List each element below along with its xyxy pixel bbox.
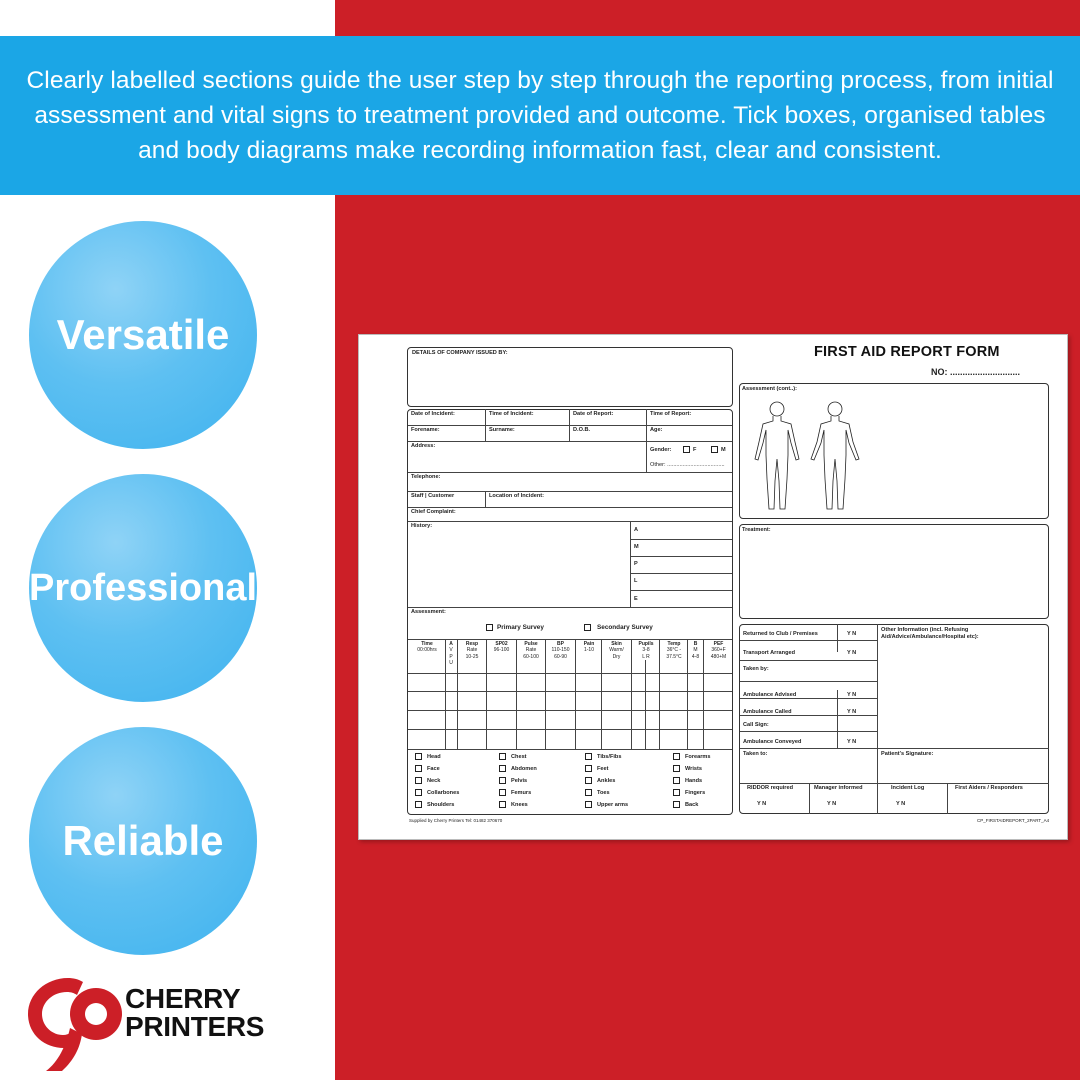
form-number: NO: ............................ — [931, 367, 1021, 377]
amb-advised-yn[interactable]: Y N — [847, 692, 857, 698]
chief-complaint-label: Chief Complaint: — [411, 509, 456, 515]
vitals-header-cell — [603, 641, 630, 660]
history-label: History: — [411, 523, 433, 529]
first-aid-report-form — [358, 334, 1068, 840]
treatment-label: Treatment: — [742, 527, 771, 533]
incident-log-label: Incident Log — [891, 785, 925, 791]
forename-label: Forename: — [411, 427, 440, 433]
vitals-header-line: Resp — [465, 641, 479, 647]
secondary-survey-checkbox[interactable] — [584, 624, 591, 631]
incident-log-yn[interactable]: Y N — [896, 801, 906, 807]
vitals-header-cell — [689, 641, 702, 660]
body-part-checkbox[interactable] — [415, 765, 422, 772]
body-part-checkbox[interactable] — [499, 789, 506, 796]
vitals-header-line: B — [693, 641, 698, 647]
vitals-header-cell — [488, 641, 515, 654]
body-part-label: Shoulders — [427, 802, 455, 808]
body-part-checkbox[interactable] — [499, 753, 506, 760]
body-part-label: Face — [427, 766, 440, 772]
body-part-checkbox[interactable] — [499, 777, 506, 784]
vitals-header-line: 4-8 — [691, 653, 700, 660]
vitals-header-line: Rate — [525, 647, 537, 654]
body-part-label: Feet — [597, 766, 609, 772]
surname-label: Surname: — [489, 427, 515, 433]
gender-label: Gender: — [650, 447, 672, 453]
gender-m-checkbox[interactable] — [711, 446, 718, 453]
feature-label: Professional — [29, 566, 257, 609]
feature-circle-versatile — [29, 221, 257, 449]
date-report-label: Date of Report: — [573, 411, 614, 417]
vitals-header-line: Pain — [583, 641, 595, 647]
ampl-l: L — [634, 578, 638, 584]
vitals-header-line: Rate — [466, 647, 478, 654]
brand-line1: CHERRY — [125, 983, 241, 1014]
transport-label: Transport Arranged — [743, 650, 796, 656]
gender-m-label: M — [721, 447, 726, 453]
cp-mark-icon — [28, 978, 122, 1071]
date-incident-label: Date of Incident: — [411, 411, 455, 417]
vitals-header-line: P — [449, 653, 453, 660]
body-back-icon — [811, 402, 859, 509]
vitals-header-cell — [577, 641, 601, 654]
banner-text: Clearly labelled sections guide the user step by step through the reporting process, from initial assessment and vital signs to treatment provided and outcome. Tick boxes, organised tables and body diagrams make recording information fast, clear and consistent. — [26, 67, 1054, 164]
body-part-label: Toes — [597, 790, 610, 796]
primary-survey-label: Primary Survey — [497, 624, 544, 631]
body-part-label: Abdomen — [511, 766, 537, 772]
vitals-header-line: 360+F — [711, 647, 726, 654]
manager-label: Manager informed — [814, 785, 863, 791]
body-part-label: Hands — [685, 778, 703, 784]
staff-customer-label: Staff | Customer — [411, 493, 455, 499]
vitals-header-line: 60-90 — [554, 653, 567, 660]
amb-called-label: Ambulance Called — [743, 709, 792, 715]
vitals-header-line: 37.5°C — [666, 653, 682, 660]
vitals-header-line: 10-25 — [465, 653, 479, 660]
vitals-header-cell — [547, 641, 574, 660]
body-front-icon — [755, 402, 799, 509]
ampl-e: E — [634, 596, 638, 602]
assessment-label: Assessment: — [411, 609, 446, 615]
taken-by-label: Taken by: — [743, 666, 769, 672]
feature-label: Reliable — [62, 817, 224, 864]
vitals-header-line: SP02 — [495, 641, 508, 647]
vitals-header-line: M — [693, 647, 698, 654]
body-part-checkbox[interactable] — [585, 765, 592, 772]
vitals-header-line: Pulse — [524, 641, 538, 647]
body-part-label: Fingers — [685, 790, 706, 796]
vitals-header-line: Skin — [611, 641, 622, 647]
vitals-header-line: 96-100 — [493, 647, 510, 654]
vitals-header-line: 3-8 — [642, 647, 650, 654]
body-part-label: Forearms — [685, 754, 711, 760]
ampl-a: A — [634, 527, 639, 533]
vitals-header-line: V — [449, 647, 453, 654]
amb-conveyed-yn[interactable]: Y N — [847, 739, 857, 745]
body-part-checkbox[interactable] — [673, 789, 680, 796]
body-part-checkbox[interactable] — [673, 753, 680, 760]
vitals-header-line: U — [449, 659, 453, 666]
returned-yn[interactable]: Y N — [847, 631, 857, 637]
location-label: Location of Incident: — [489, 493, 545, 499]
riddor-label: RIDDOR required — [747, 785, 793, 791]
first-aiders-label: First Aiders / Responders — [955, 785, 1023, 791]
returned-label: Returned to Club / Premises — [743, 631, 818, 637]
vitals-header-line: Warm/ — [609, 647, 624, 654]
vitals-header-line: 60-100 — [523, 653, 539, 660]
feature-label: Versatile — [56, 311, 230, 358]
address-label: Address: — [411, 443, 436, 449]
body-part-label: Chest — [511, 754, 527, 760]
age-label: Age: — [650, 427, 663, 433]
body-part-checkbox[interactable] — [415, 789, 422, 796]
assessment-cont-label: Assessment (cont..): — [742, 386, 798, 392]
vitals-header-line: Temp — [667, 641, 681, 647]
body-part-checkbox[interactable] — [585, 777, 592, 784]
time-report-label: Time of Report: — [650, 411, 692, 417]
vitals-header-cell — [661, 641, 687, 660]
ampl-m: M — [634, 544, 639, 550]
amb-conveyed-label: Ambulance Conveyed — [743, 739, 802, 745]
vitals-header-line: 480+M — [710, 653, 727, 660]
secondary-survey-label: Secondary Survey — [597, 624, 653, 631]
call-sign-label: Call Sign: — [743, 722, 769, 728]
body-part-checkbox[interactable] — [499, 801, 506, 808]
manager-yn[interactable]: Y N — [827, 801, 837, 807]
company-label: DETAILS OF COMPANY ISSUED BY: — [412, 350, 508, 356]
body-part-label: Knees — [511, 802, 528, 808]
form-code: CP_FIRSTAIDREPORT_2PART_A4 — [977, 818, 1050, 823]
body-part-checkbox[interactable] — [415, 801, 422, 808]
patient-signature-label: Patient's Signature: — [881, 751, 934, 757]
brand-line2: PRINTERS — [125, 1011, 265, 1042]
other-label: Other: ..................................... — [650, 462, 725, 468]
description-banner — [0, 36, 1080, 195]
body-part-checkbox[interactable] — [499, 765, 506, 772]
vitals-header-line: 00:00hrs — [417, 647, 437, 654]
other-info-label: Other Information (incl. Refusing Aid/Advice/Ambulance/Hospital etc): — [881, 627, 979, 640]
riddor-yn[interactable]: Y N — [757, 801, 767, 807]
amb-called-yn[interactable]: Y N — [847, 709, 857, 715]
body-part-label: Wrists — [685, 766, 702, 772]
body-part-label: Pelvis — [511, 778, 528, 784]
vitals-header-line: Time — [421, 641, 433, 647]
body-part-label: Back — [685, 802, 699, 808]
vitals-header-line: BP — [557, 641, 564, 647]
primary-survey-checkbox[interactable] — [486, 624, 493, 631]
time-incident-label: Time of Incident: — [489, 411, 534, 417]
gender-f-checkbox[interactable] — [683, 446, 690, 453]
feature-circle-reliable — [29, 727, 257, 955]
vitals-header-line: Pupils — [638, 641, 654, 647]
vitals-header-cell — [633, 641, 659, 660]
vitals-header-line: L R — [642, 653, 650, 660]
vitals-header-cell — [705, 641, 732, 660]
body-part-label: Upper arms — [597, 802, 629, 808]
vitals-header-line: PEF — [713, 641, 724, 647]
vitals-header-line: 110-150 — [551, 647, 570, 654]
ampl-p: P — [634, 561, 638, 567]
form-title: FIRST AID REPORT FORM — [814, 344, 1000, 360]
gender-f-label: F — [693, 447, 697, 453]
brand-name — [125, 985, 264, 1041]
body-part-checkbox[interactable] — [673, 777, 680, 784]
vitals-header-cell — [446, 641, 456, 666]
vitals-header-line: 1-10 — [583, 647, 594, 654]
telephone-label: Telephone: — [411, 474, 441, 480]
body-part-label: Head — [427, 754, 441, 760]
body-part-checkbox[interactable] — [415, 753, 422, 760]
vitals-header-line: Dry — [612, 653, 621, 660]
vitals-header-line: 36°C - — [666, 647, 682, 654]
dob-label: D.O.B. — [573, 427, 591, 433]
transport-yn[interactable]: Y N — [847, 650, 857, 656]
supplied-by: Supplied by Cherry Printers Tel: 01482 370670 — [409, 818, 503, 823]
body-part-label: Tibs/Fibs — [597, 754, 622, 760]
body-part-checkbox[interactable] — [585, 753, 592, 760]
vitals-header-cell — [411, 641, 443, 654]
amb-advised-label: Ambulance Advised — [743, 692, 797, 698]
vitals-header-cell — [459, 641, 485, 660]
vitals-header-cell — [518, 641, 544, 660]
body-part-checkbox[interactable] — [585, 789, 592, 796]
body-part-checkbox[interactable] — [673, 801, 680, 808]
body-part-label: Neck — [427, 778, 441, 784]
taken-to-label: Taken to: — [743, 751, 768, 757]
body-part-label: Ankles — [597, 778, 616, 784]
treatment-box — [739, 524, 1049, 619]
body-part-checkbox[interactable] — [585, 801, 592, 808]
body-part-checkbox[interactable] — [673, 765, 680, 772]
feature-circle-professional — [29, 474, 257, 702]
vitals-header-line: A — [449, 641, 453, 647]
body-part-checkbox[interactable] — [415, 777, 422, 784]
body-diagram — [751, 397, 871, 515]
body-part-label: Femurs — [511, 790, 532, 796]
body-part-label: Collarbones — [427, 790, 460, 796]
